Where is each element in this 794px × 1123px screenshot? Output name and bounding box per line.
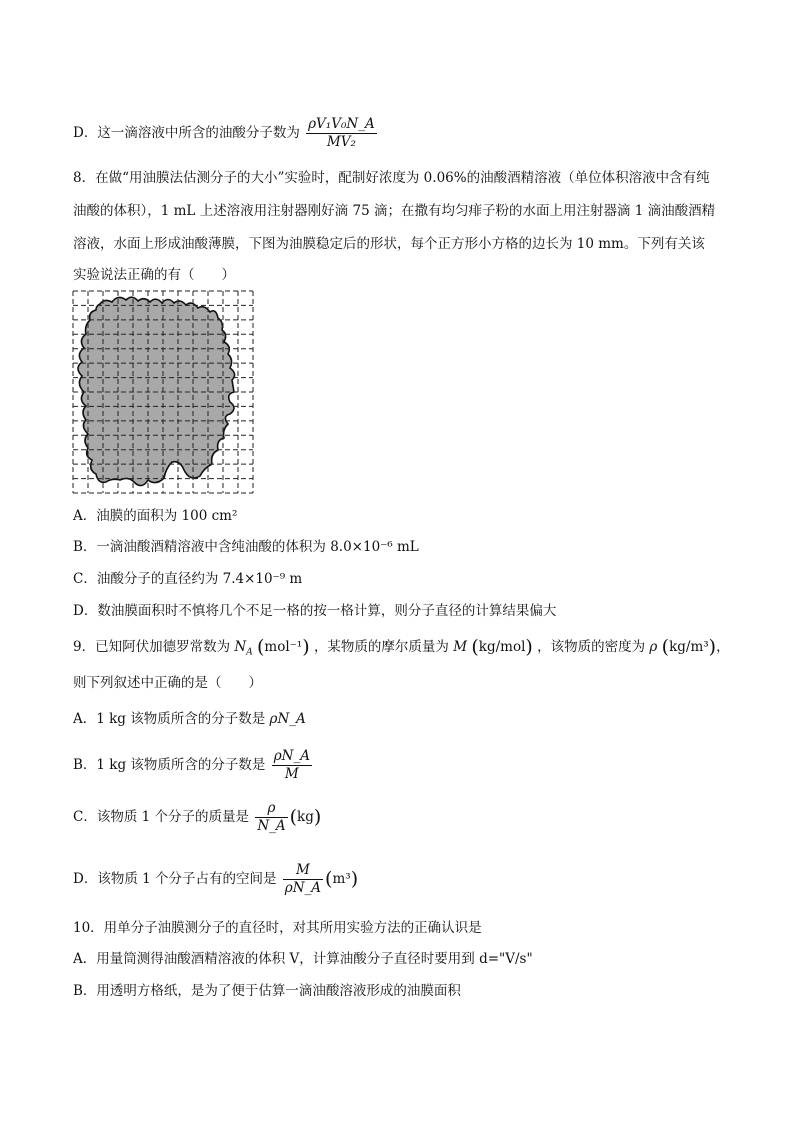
q10-option-a: A．用量筒测得油酸酒精溶液的体积 V，计算油酸分子直径时要用到 d="V/s" xyxy=(73,951,533,967)
q8-option-a: A．油膜的面积为 100 cm² xyxy=(73,508,238,524)
paren-close: ) xyxy=(525,636,533,658)
q9-option-b-text: B．1 kg 该物质所含的分子数是 xyxy=(73,757,266,773)
avogadro-symbol: N xyxy=(234,639,247,655)
q9-option-d-unit: m³ xyxy=(332,871,351,887)
formula-numerator: ρN_A xyxy=(273,748,310,764)
q9-option-c xyxy=(73,800,321,835)
paren-close: ) xyxy=(313,806,322,828)
q9-option-d-text: D．该物质 1 个分子占有的空间是 xyxy=(73,871,277,887)
prev-option-d-formula xyxy=(306,116,377,151)
q8-option-c: C．油酸分子的直径约为 7.4×10⁻⁹ m xyxy=(73,571,303,587)
q9-stem-line1: 9．已知阿伏加德罗常数为 $N_A$ (mol⁻¹) ，某物质的摩尔质量为 M (kg/mol) ，该物质的密度为 ρ (kg/m³)， xyxy=(73,636,730,658)
q9-option-b xyxy=(73,748,314,783)
formula-numerator: ρV₁V₀N_A xyxy=(308,116,375,132)
q9-option-c-unit: kg xyxy=(297,809,314,825)
q10-option-b: B．用透明方格纸，是为了便于估算一滴油酸溶液形成的油膜面积 xyxy=(73,983,461,999)
formula-numerator: M xyxy=(283,862,323,880)
paren-open: ( xyxy=(661,636,670,658)
formula-denominator: ρN_A xyxy=(284,880,322,896)
formula-denominator: M xyxy=(284,766,299,782)
q8-stem-line3: 溶液，水面上形成油酸薄膜，下图为油膜稳定后的形状，每个正方形小方格的边长为 10 mm。下列有关该 xyxy=(73,236,705,252)
formula-numerator: ρ xyxy=(255,800,287,818)
q8-option-b: B．一滴油酸酒精溶液中含纯油酸的体积为 8.0×10⁻⁶ mL xyxy=(73,539,419,555)
paren-close: ) xyxy=(350,868,359,890)
formula-denominator: MV₂ xyxy=(326,134,356,150)
prev-option-d-text: D．这一滴溶液中所含的油酸分子数为 xyxy=(73,125,300,141)
q8-option-d: D．数油膜面积时不慎将几个不足一格的按一格计算，则分子直径的计算结果偏大 xyxy=(73,603,557,619)
oil-film-grid-figure xyxy=(72,290,254,494)
q9-option-b-formula xyxy=(272,748,312,783)
density-symbol: ρ xyxy=(649,639,658,655)
q9-option-d xyxy=(73,862,358,897)
q9-option-a-text: A．1 kg 该物质所含的分子数是 xyxy=(73,711,266,727)
q9-option-d-formula xyxy=(283,862,323,897)
q9-option-a xyxy=(73,709,306,729)
q9-stem-line2: 则下列叙述中正确的是（ ） xyxy=(73,675,262,691)
q8-stem-line4: 实验说法正确的有（ ） xyxy=(73,267,235,283)
q9-option-c-formula xyxy=(255,800,287,835)
paren-close: ) xyxy=(302,636,310,658)
density-unit: kg/m³ xyxy=(669,639,709,655)
formula-denominator: N_A xyxy=(257,818,286,834)
molar-mass-unit: kg/mol xyxy=(478,639,526,655)
paren-open: ( xyxy=(471,636,479,658)
q8-stem-line1: 8．在做“用油膜法估测分子的大小”实验时，配制好浓度为 0.06%的油酸酒精溶液（单位体积溶液中含有纯 xyxy=(73,170,710,186)
molar-mass-symbol: M xyxy=(453,639,468,655)
q9-option-a-formula: ρN_A xyxy=(269,711,306,727)
q8-stem-line2: 油酸的体积），1 mL 上述溶液用注射器刚好滴 75 滴；在撒有均匀痱子粉的水面上用注射器滴 1 滴油酸酒精 xyxy=(73,203,716,219)
paren-open: ( xyxy=(325,868,333,890)
q9-stem-part2: ，某物质的摩尔质量为 xyxy=(313,639,449,655)
avogadro-unit: mol⁻¹ xyxy=(264,639,303,655)
avogadro-subscript: A xyxy=(246,647,253,658)
q9-option-c-text: C．该物质 1 个分子的质量是 xyxy=(73,809,250,825)
q9-stem-part3: ，该物质的密度为 xyxy=(537,639,646,655)
paren-open: ( xyxy=(257,636,265,658)
q9-stem-part1: 9．已知阿伏加德罗常数为 xyxy=(73,639,231,655)
prev-option-d xyxy=(73,116,379,151)
oil-film-shape xyxy=(78,297,235,485)
q10-stem: 10．用单分子油膜测分子的直径时，对其所用实验方法的正确认识是 xyxy=(73,920,482,936)
paren-close: ) xyxy=(708,636,717,658)
paren-open: ( xyxy=(289,806,298,828)
